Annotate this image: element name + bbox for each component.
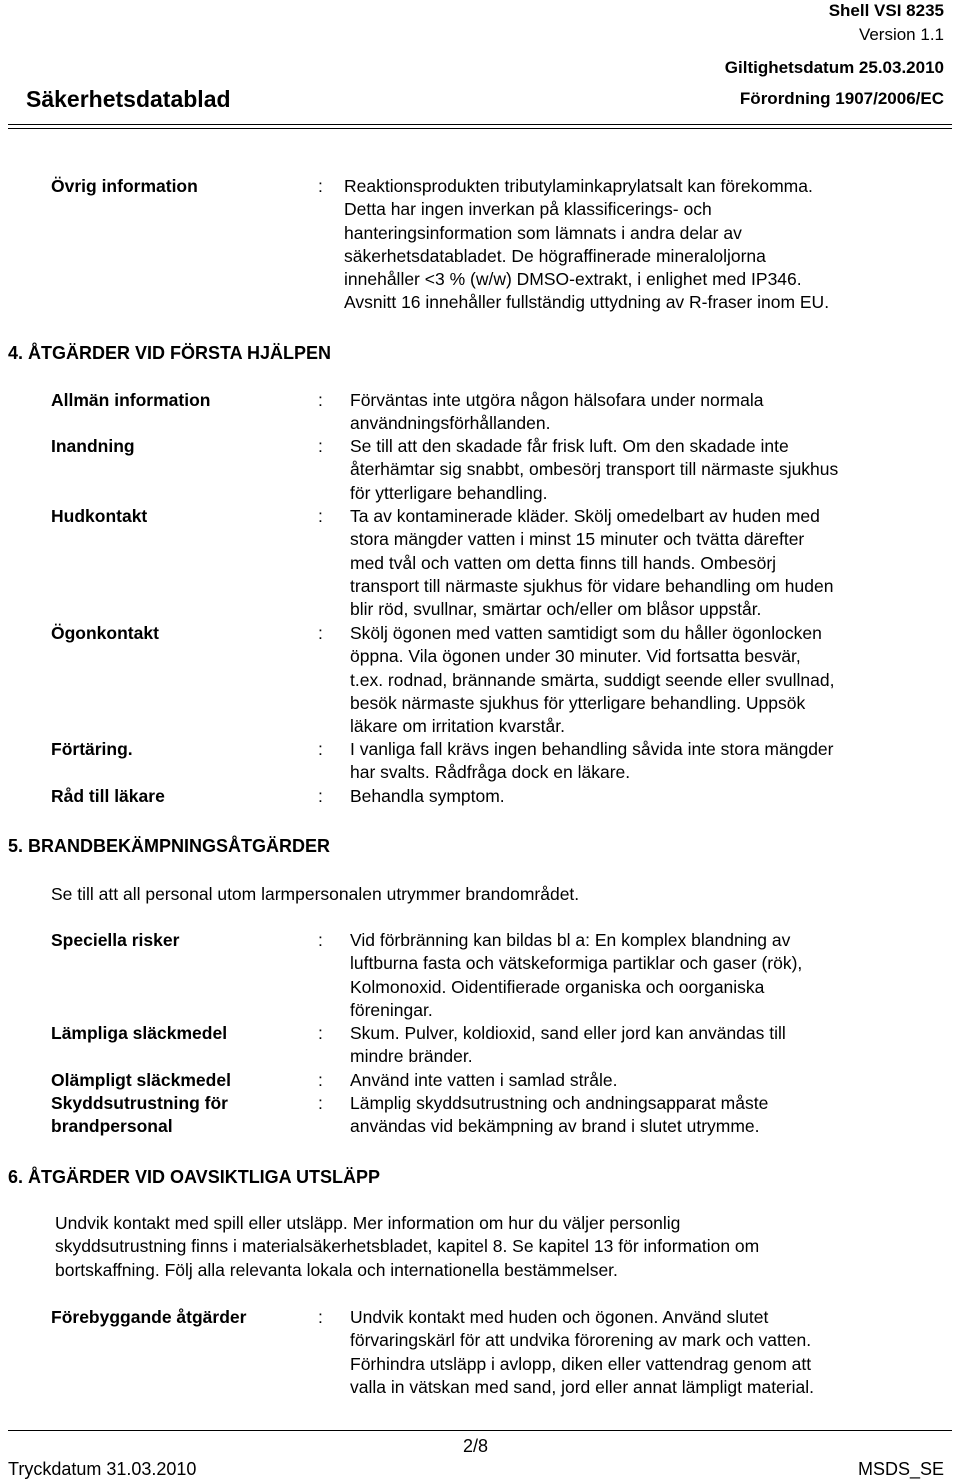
validity-date: Giltighetsdatum 25.03.2010 [724, 58, 944, 77]
document-code: MSDS_SE [857, 1459, 944, 1479]
print-date: Tryckdatum 31.03.2010 [8, 1459, 197, 1479]
regulation-label: Förordning 1907/2006/EC [739, 89, 944, 108]
section-5-title: 5. BRANDBEKÄMPNINGSÅTGÄRDER [8, 836, 331, 856]
section-4-title: 4. ÅTGÄRDER VID FÖRSTA HJÄLPEN [8, 343, 332, 363]
section-5-intro: Se till att all personal utom larmpersonalen utrymmer brandområdet. [51, 884, 580, 904]
row-colon: : [318, 176, 323, 196]
footer-rule [8, 1430, 952, 1431]
section-6-title: 6. ÅTGÄRDER VID OAVSIKTLIGA UTSLÄPP [8, 1167, 381, 1187]
header-rule [8, 124, 952, 125]
document-title: Säkerhetsdatablad [26, 86, 231, 112]
row-value: Reaktionsprodukten tributylaminkaprylatsalt kan förekomma. Detta har ingen inverkan på klassificerings- och hanteringsinformation som lämnats i andra delar av säkerhetsdatabladet. De högraffinerade mineraloljorna innehåller <3 % (w/w) DMSO-extrakt, i enlighet med IP346. Avsnitt 16 innehåller fullständig uttydning av R-fraser inom EU. [344, 176, 830, 313]
header-rule-2 [8, 128, 952, 129]
product-name: Shell VSI 8235 [828, 1, 944, 20]
row-label: Övrig information [51, 176, 198, 196]
section-6-intro: Undvik kontakt med spill eller utsläpp. Mer information om hur du väljer personlig skyddsutrustning finns i materialsäkerhetsbladet, kapitel 8. Se kapitel 13 för information om bortskaffning. Följ alla relevanta lokala och internationella bestämmelser. [55, 1213, 760, 1280]
page-number: 2/8 [463, 1436, 489, 1456]
version-label: Version 1.1 [858, 25, 944, 44]
